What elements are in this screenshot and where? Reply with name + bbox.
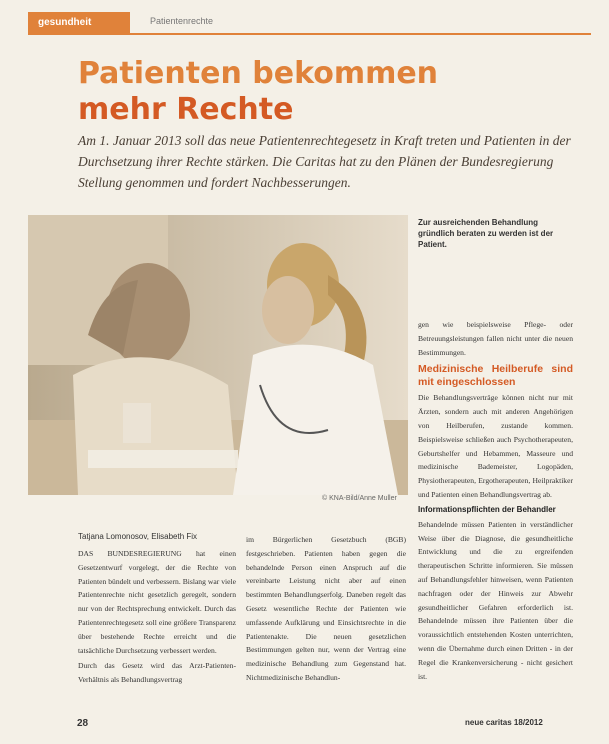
subheading: Informationspflichten der Behandler xyxy=(418,504,556,514)
paragraph: im Bürgerlichen Gesetzbuch (BGB) festgeschrieben. Patienten haben gegen die behandelnde Person einen Anspruch auf die vereinbarte Leistung nicht aber auf einen bestimmten Behandlungserfolg. Daneben regelt das Gesetz wesentliche Rechte der Patienten wie umfassende Aufklärung und Einsichtsrechte in die Patientenakte. Die neuen gesetzlichen Bestimmungen gelten nur, wenn der Vertrag eine medizinische Behandlung zum Gegenstand hat. Nichtmedizinische Behandlun- xyxy=(246,535,406,682)
paragraph: Die Behandlungsverträge können nicht nur mit Ärzten, sondern auch mit anderen Angehörigen von Heilberufen, zustande kommen. Beispielsweise schließen auch Psychotherapeuten, Geburtshelfer und Hebammen, Masseure und medizinische Bademeister, Logopäden, Physiotherapeuten, Ergotherapeuten, Heilpraktiker und Patienten einen Behandlungsvertrag ab. xyxy=(418,393,573,499)
author-line: Tatjana Lomonosov, Elisabeth Fix xyxy=(78,532,198,541)
lead-paragraph: Am 1. Januar 2013 soll das neue Patientenrechtegesetz in Kraft treten und Patienten in der Durchsetzung ihrer Rechte stärken. Die Caritas hat zu den Plänen der Bundesregierung Stellung genommen und fordert Nachbesserungen. xyxy=(78,133,571,190)
page-number: 28 xyxy=(77,718,89,729)
subheading: Medizinische Heilberufe sind mit eingeschlossen xyxy=(418,363,573,389)
section-label: Patientenrechte xyxy=(150,16,214,26)
paragraph: DAS BUNDESREGIERUNG hat einen Gesetzentwurf vorgelegt, der die Rechte von Patienten bündelt und verbessern. Bislang war viele Patientenrechte nicht gesetzlich geregelt, sondern nur von der Rechtsprechung entwickelt. Durch das Patientenrechtegesetz soll eine größere Transparenz über bestehende Rechte erreicht und die tatsächliche Durchsetzung verbessert werden. xyxy=(78,549,236,655)
column-3 xyxy=(418,318,573,685)
paragraph: gen wie beispielsweise Pflege- oder Betreuungsleistungen fallen nicht unter die neuen Bestimmungen. xyxy=(418,320,573,357)
article-photo xyxy=(28,215,408,495)
paragraph: Behandelnde müssen Patienten in verständlicher Weise über die Diagnose, die gesundheitliche Entwicklung und die zu ergreifenden therapeutischen Schritte informieren. Sie müssen auf Behandlungsfehler hinweisen, wenn Patienten nachfragen oder der Hinweis zur Abwehr gesundheitlicher Gefahren erforderlich ist. Behandelnde müssen ihre Patienten über die voraussichtlich entstehenden Kosten unterrichten, wenn die Übernahme durch einen Dritten - in der Regel die Krankenversicherung - nicht gesichert ist. xyxy=(418,519,573,681)
paragraph: Durch das Gesetz wird das Arzt-Patienten-Verhältnis als Behandlungsvertrag xyxy=(78,661,236,685)
headline-line-2: mehr Rechte xyxy=(78,92,294,127)
section-tag: gesundheit xyxy=(28,12,130,33)
column-1 xyxy=(78,547,236,689)
photo-credit: © KNA-Bild/Anne Muller xyxy=(322,495,397,502)
headline-line-1: Patienten bekommen xyxy=(78,56,439,91)
photo-caption: Zur ausreichenden Behandlung gründlich beraten zu werden ist der Patient. xyxy=(418,218,554,249)
header-rule xyxy=(28,33,591,35)
magazine-name: neue caritas 18/2012 xyxy=(465,718,543,727)
column-2 xyxy=(246,533,406,687)
photo-illustration xyxy=(28,215,408,495)
